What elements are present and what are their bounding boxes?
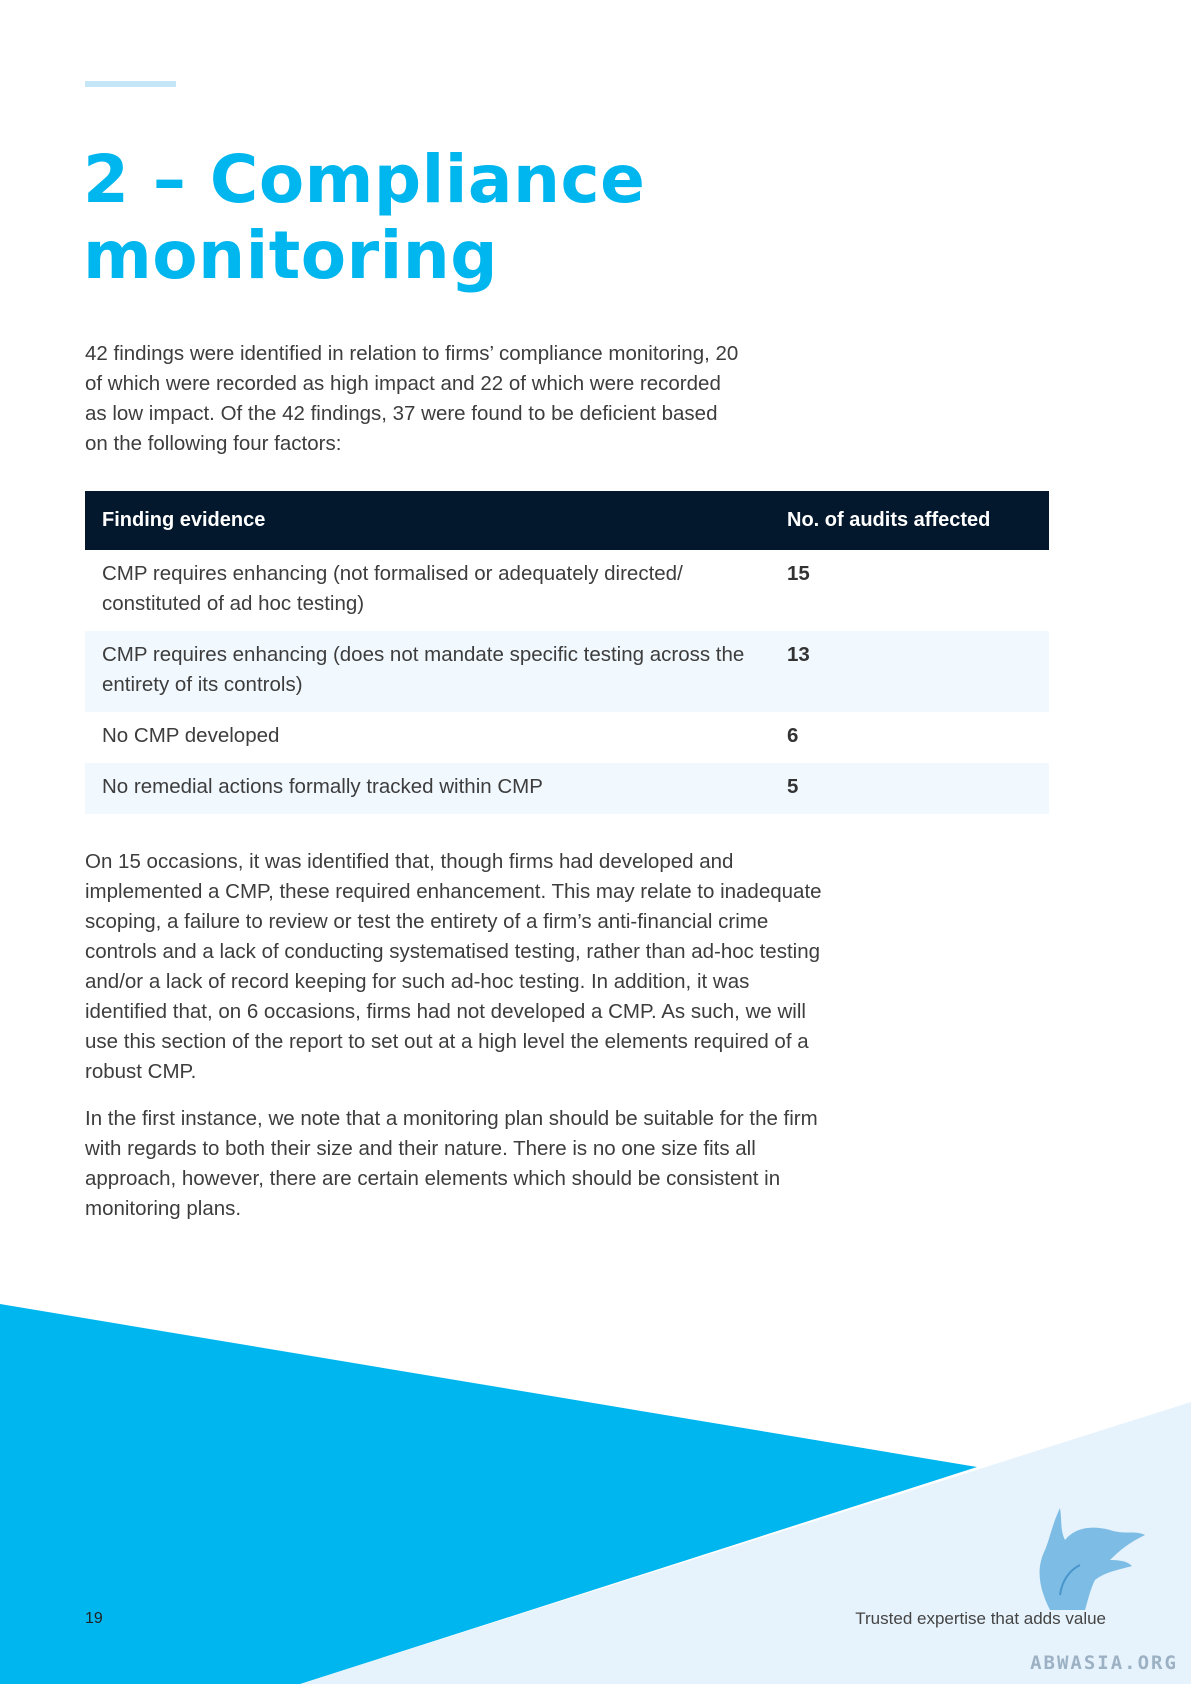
body-paragraph-2: In the first instance, we note that a monitoring plan should be suitable for the firm with regards to both their size and their nature. There is no one size fits all approach, however, there are certain elements which should be consistent in monitoring plans. (85, 1107, 818, 1220)
audits-affected-cell: 6 (787, 724, 799, 747)
header-audits-affected: No. of audits affected (772, 491, 1049, 550)
title-line-2: monitoring (83, 217, 499, 294)
finding-evidence-cell: CMP requires enhancing (not formalised or adequately directed/ constituted of ad hoc testing) (102, 562, 683, 615)
audits-affected-cell: 15 (787, 562, 810, 585)
watermark-text: ABWASIA.ORG (1030, 1652, 1178, 1674)
finding-evidence-cell: No CMP developed (102, 724, 280, 747)
audits-affected-cell: 5 (772, 763, 1049, 814)
intro-paragraph: 42 findings were identified in relation to firms’ compliance monitoring, 20 of which were recorded as high impact and 22 of which were recorded as low impact. Of the 42 findings, 37 were found to be deficient based on the following four factors: (85, 342, 739, 455)
header-finding-evidence: Finding evidence (85, 491, 772, 550)
audits-affected-cell: 13 (772, 631, 1049, 712)
body-paragraph-1: On 15 occasions, it was identified that, though firms had developed and implemented a CMP, these required enhancement. This may relate to inadequate scoping, a failure to review or test the entirety of a firm’s anti-financial crime controls and a lack of conducting systematised testing, rather than ad-hoc testing and/or a lack of record keeping for such ad-hoc testing. In addition, it was identified that, on 6 occasions, firms had not developed a CMP. As such, we will use this section of the report to set out at a high level the elements required of a robust CMP. (85, 850, 822, 1083)
finding-evidence-cell: CMP requires enhancing (does not mandate specific testing across the entirety of its controls) (85, 631, 772, 712)
griffin-logo-icon (1010, 1500, 1150, 1620)
finding-evidence-cell: No remedial actions formally tracked within CMP (85, 763, 772, 814)
title-line-1: 2 – Compliance (83, 141, 646, 218)
footer-tagline: Trusted expertise that adds value (855, 1609, 1106, 1628)
page-number: 19 (85, 1610, 103, 1627)
